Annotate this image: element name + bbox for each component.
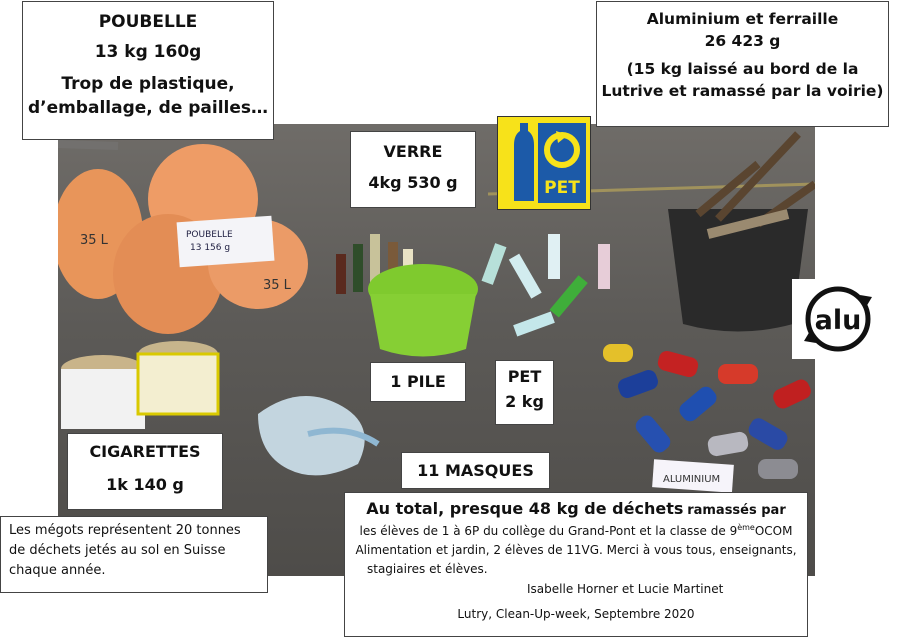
total-signature: Isabelle Horner et Lucie Martinet	[527, 582, 724, 596]
pet-recycling-logo	[497, 116, 591, 210]
cigarettes-title: CIGARETTES	[89, 442, 201, 461]
megots-line2: de déchets jetés au sol en Suisse	[9, 543, 226, 558]
bag-tag	[177, 216, 275, 268]
bag-tag-title: POUBELLE	[186, 230, 233, 240]
total-headline-tail: ramassés par	[687, 503, 786, 518]
total-line3: stagiaires et élèves.	[367, 562, 488, 576]
verre-box	[350, 131, 476, 208]
masques-label: 11 MASQUES	[417, 461, 534, 480]
pet-logo-graphic	[498, 117, 590, 209]
aluminium-title: Aluminium et ferraille	[646, 10, 839, 28]
alu-logo-graphic	[792, 279, 884, 359]
poubelle-weight: 13 kg 160g	[94, 42, 202, 62]
aluminium-box	[596, 1, 889, 127]
pile-label: 1 PILE	[390, 372, 446, 391]
cigarette-bucket	[138, 354, 218, 414]
pile-box	[370, 362, 466, 402]
megots-line1: Les mégots représentent 20 tonnes	[9, 523, 241, 538]
total-box	[344, 492, 808, 637]
aluminium-weight: 26 423 g	[704, 32, 781, 50]
aluminium-note1: (15 kg laissé au bord de la	[626, 60, 859, 78]
alu-recycling-logo	[792, 279, 884, 359]
pet-logo-text: PET	[544, 178, 580, 198]
bottle-icon	[514, 123, 534, 201]
poubelle-line2: d’emballage, de pailles…	[27, 98, 269, 118]
cigarettes-weight: 1k 140 g	[106, 475, 184, 494]
aluminium-cans	[603, 344, 813, 479]
poubelle-line1: Trop de plastique,	[61, 74, 235, 94]
verre-weight: 4kg 530 g	[368, 173, 458, 192]
total-headline: Au total, presque 48 kg de déchets	[366, 499, 684, 518]
masques-box	[401, 452, 550, 489]
total-line2: Alimentation et jardin, 2 élèves de 11VG. Merci à vous tous, enseignants,	[355, 543, 797, 557]
aluminium-tag-text: ALUMINIUM	[663, 474, 721, 485]
total-line1-sup: ème	[737, 523, 755, 532]
total-line1a: les élèves de 1 à 6P du collège du Grand-Pont et la classe de 9	[359, 524, 738, 538]
total-headline-row	[345, 499, 807, 518]
alu-logo-text: alu	[814, 305, 862, 336]
total-footer: Lutry, Clean-Up-week, Septembre 2020	[457, 607, 695, 621]
cigarettes-box	[67, 433, 223, 510]
bag-size-label: 35 L	[263, 278, 291, 293]
bag-size-label: 35 L	[80, 233, 108, 248]
poubelle-title: POUBELLE	[98, 12, 198, 32]
cigarette-bucket	[61, 369, 145, 429]
aluminium-note2: Lutrive et ramassé par la voirie)	[601, 82, 884, 100]
pet-box	[495, 360, 554, 425]
pet-title: PET	[507, 367, 542, 386]
poubelle-box	[22, 1, 274, 140]
total-line1	[345, 523, 807, 538]
megots-box	[0, 516, 268, 593]
pet-bottles	[482, 234, 610, 336]
pet-weight: 2 kg	[505, 392, 544, 411]
total-line1b: OCOM	[754, 524, 793, 538]
verre-title: VERRE	[383, 142, 443, 161]
bag-tag-weight: 13 156 g	[190, 243, 231, 253]
megots-line3: chaque année.	[9, 563, 106, 578]
